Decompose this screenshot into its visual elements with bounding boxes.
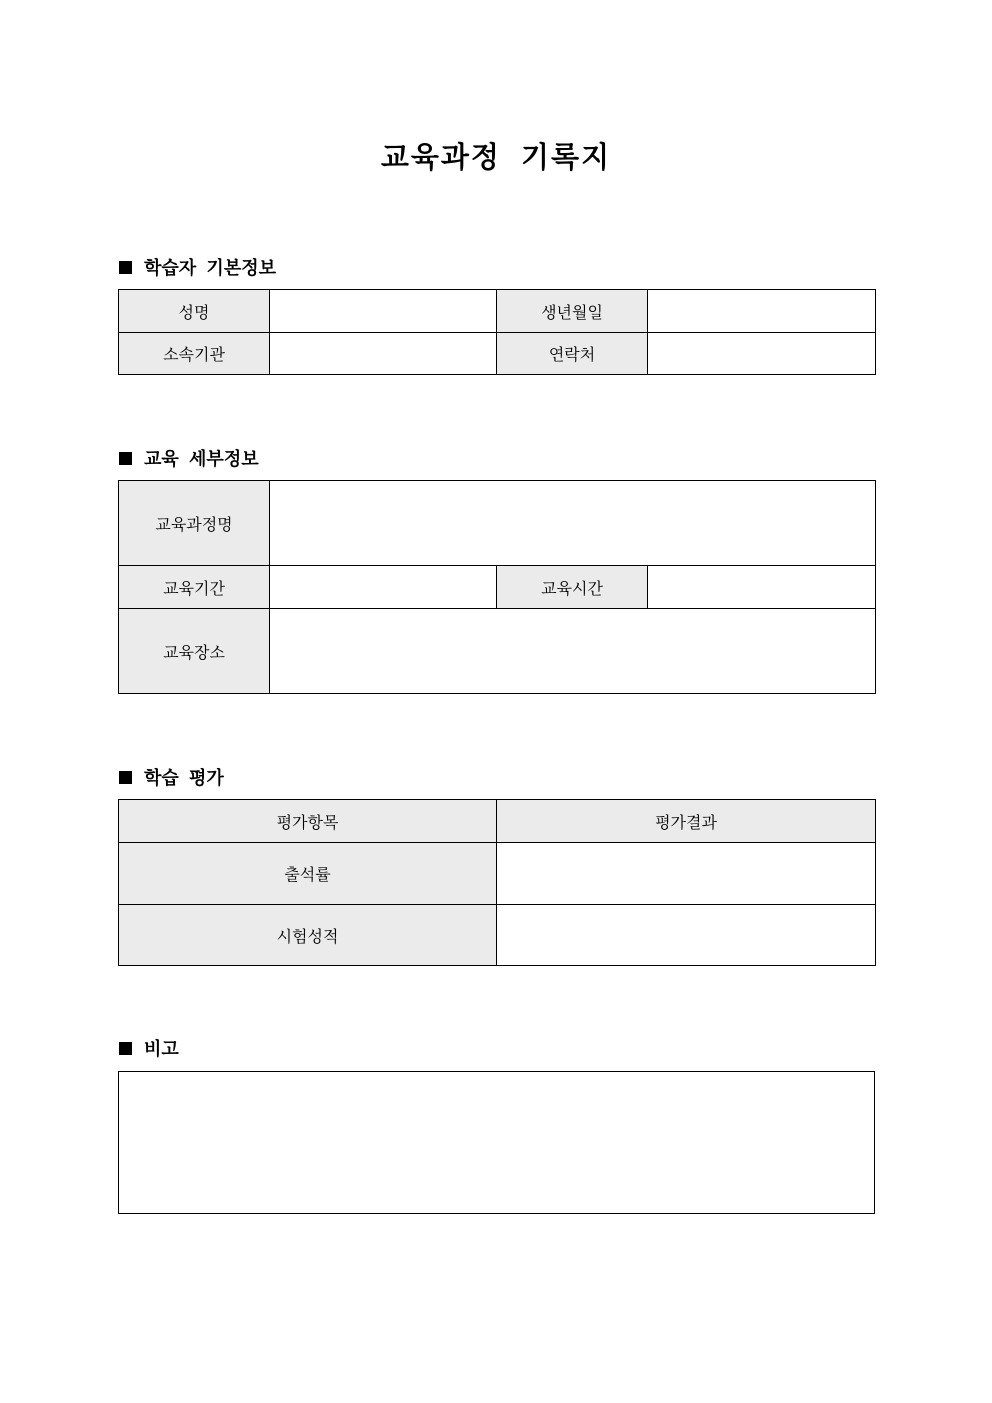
- square-bullet-icon: [119, 771, 132, 784]
- eval-item-label: 출석률: [119, 843, 497, 905]
- table-row: [119, 481, 876, 566]
- section-heading-text: 교육 세부정보: [144, 449, 259, 470]
- section-heading-text: 비고: [144, 1039, 179, 1060]
- eval-item-label: 시험성적: [119, 905, 497, 966]
- eval-result-field[interactable]: [497, 843, 876, 905]
- remarks-table: [118, 1071, 875, 1214]
- name-field[interactable]: [270, 290, 497, 333]
- contact-label: 연락처: [497, 333, 648, 375]
- name-label: 성명: [119, 290, 270, 333]
- section-heading-text: 학습 평가: [144, 768, 224, 789]
- course-name-label: 교육과정명: [119, 481, 270, 566]
- birth-label: 생년월일: [497, 290, 648, 333]
- course-name-field[interactable]: [270, 481, 876, 566]
- section-heading-basic: [119, 254, 276, 280]
- remarks-field[interactable]: [119, 1072, 875, 1214]
- table-row: [119, 1072, 875, 1214]
- section-heading-details: [119, 445, 259, 471]
- section-heading-remarks: [119, 1035, 179, 1061]
- table-row: [119, 566, 876, 609]
- birth-field[interactable]: [648, 290, 876, 333]
- page-title: 교육과정 기록지: [380, 140, 612, 174]
- place-label: 교육장소: [119, 609, 270, 694]
- basic-info-table: [118, 289, 876, 375]
- table-row: [119, 843, 876, 905]
- org-field[interactable]: [270, 333, 497, 375]
- square-bullet-icon: [119, 452, 132, 465]
- eval-result-field[interactable]: [497, 905, 876, 966]
- period-field[interactable]: [270, 566, 497, 609]
- col-header-result: 평가결과: [497, 800, 876, 843]
- section-heading-evaluation: [119, 764, 224, 790]
- section-heading-text: 학습자 기본정보: [144, 258, 276, 279]
- square-bullet-icon: [119, 1042, 132, 1055]
- col-header-item: 평가항목: [119, 800, 497, 843]
- table-row: [119, 333, 876, 375]
- table-row: [119, 609, 876, 694]
- period-label: 교육기간: [119, 566, 270, 609]
- course-details-table: [118, 480, 876, 694]
- contact-field[interactable]: [648, 333, 876, 375]
- table-row: [119, 800, 876, 843]
- hours-field[interactable]: [648, 566, 876, 609]
- square-bullet-icon: [119, 261, 132, 274]
- place-field[interactable]: [270, 609, 876, 694]
- table-row: [119, 905, 876, 966]
- evaluation-table: [118, 799, 876, 966]
- hours-label: 교육시간: [497, 566, 648, 609]
- table-row: [119, 290, 876, 333]
- org-label: 소속기관: [119, 333, 270, 375]
